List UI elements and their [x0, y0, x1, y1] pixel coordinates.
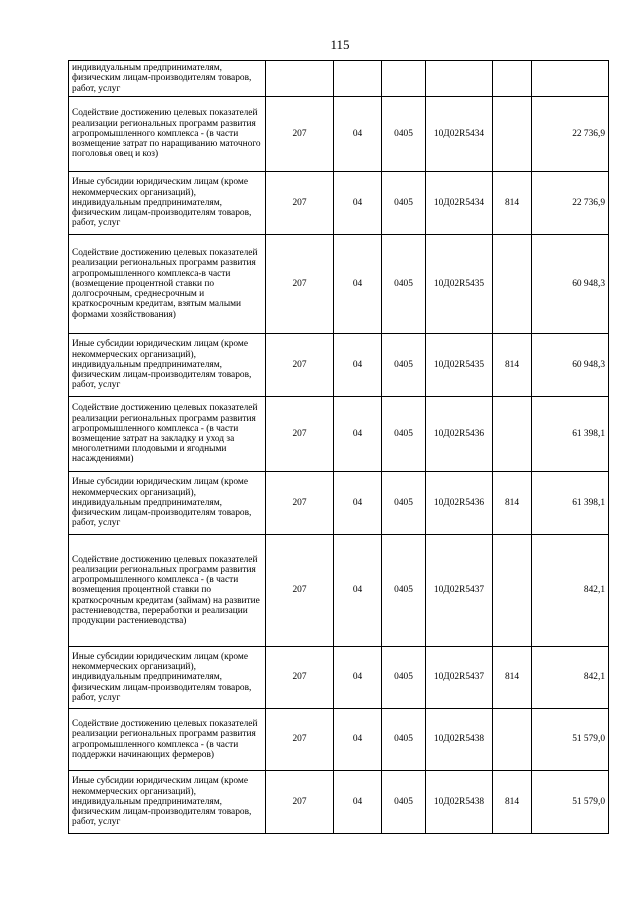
cell-ved: 207	[266, 235, 334, 334]
cell-pr: 0405	[382, 647, 426, 709]
cell-sum: 60 948,3	[532, 235, 609, 334]
row-name: Иные субсидии юридическим лицам (кроме некоммерческих организаций), индивидуальным предпринимателям, физическим лицам-производителям товаров, работ, услуг	[69, 647, 266, 709]
cell-ved: 207	[266, 97, 334, 172]
cell-csr: 10Д02R5435	[426, 235, 493, 334]
table-row	[69, 397, 609, 472]
table-row	[69, 771, 609, 834]
cell-pr: 0405	[382, 472, 426, 535]
row-name: Содействие достижению целевых показателей реализации региональных программ развития агропромышленного комплекса - (в части возмещение затрат по наращиванию маточного поголовья овец и коз)	[69, 97, 266, 172]
table-row	[69, 235, 609, 334]
cell-csr: 10Д02R5436	[426, 472, 493, 535]
row-name: Иные субсидии юридическим лицам (кроме некоммерческих организаций), индивидуальным предпринимателям, физическим лицам-производителям товаров, работ, услуг	[69, 472, 266, 535]
cell-ved: 207	[266, 334, 334, 397]
cell-csr: 10Д02R5434	[426, 97, 493, 172]
table-row	[69, 472, 609, 535]
cell-ved: 207	[266, 771, 334, 834]
cell-csr: 10Д02R5434	[426, 172, 493, 235]
cell-sum: 61 398,1	[532, 472, 609, 535]
cell-csr: 10Д02R5436	[426, 397, 493, 472]
cell-rz: 04	[334, 709, 382, 771]
cell-pr: 0405	[382, 235, 426, 334]
cell-sum	[532, 61, 609, 97]
cell-vr	[493, 709, 532, 771]
cell-pr: 0405	[382, 334, 426, 397]
cell-ved: 207	[266, 472, 334, 535]
cell-pr: 0405	[382, 771, 426, 834]
table-row	[69, 709, 609, 771]
table-row	[69, 647, 609, 709]
cell-csr: 10Д02R5438	[426, 709, 493, 771]
cell-rz: 04	[334, 235, 382, 334]
cell-csr	[426, 61, 493, 97]
cell-rz: 04	[334, 535, 382, 647]
row-name: Содействие достижению целевых показателей реализации региональных программ развития агропромышленного комплекса-в части (возмещение процентной ставки по долгосрочным, среднесрочным и краткосрочным кредитам, взятым малыми формами хозяйствования)	[69, 235, 266, 334]
cell-ved: 207	[266, 647, 334, 709]
row-name: Содействие достижению целевых показателей реализации региональных программ развития агропромышленного комплекса - (в части возмещения процентной ставки по краткосрочным кредитам (займам) на развитие растениеводства, переработки и реализации продукции растениеводства)	[69, 535, 266, 647]
row-name: Иные субсидии юридическим лицам (кроме некоммерческих организаций), индивидуальным предпринимателям, физическим лицам-производителям товаров, работ, услуг	[69, 172, 266, 235]
table-row	[69, 97, 609, 172]
row-name: индивидуальным предпринимателям, физическим лицам-производителям товаров, работ, услуг	[69, 61, 266, 97]
cell-vr: 814	[493, 472, 532, 535]
table-row	[69, 61, 609, 97]
row-name: Иные субсидии юридическим лицам (кроме некоммерческих организаций), индивидуальным предпринимателям, физическим лицам-производителям товаров, работ, услуг	[69, 771, 266, 834]
cell-ved: 207	[266, 172, 334, 235]
cell-pr: 0405	[382, 172, 426, 235]
cell-vr: 814	[493, 334, 532, 397]
cell-rz: 04	[334, 97, 382, 172]
page-number: 115	[330, 37, 350, 52]
cell-rz: 04	[334, 334, 382, 397]
budget-table	[68, 60, 609, 834]
row-name: Содействие достижению целевых показателей реализации региональных программ развития агропромышленного комплекса - (в части возмещение затрат на закладку и уход за многолетними плодовыми и ягодными насаждениями)	[69, 397, 266, 472]
cell-pr: 0405	[382, 97, 426, 172]
cell-ved: 207	[266, 397, 334, 472]
cell-vr: 814	[493, 647, 532, 709]
cell-sum: 842,1	[532, 535, 609, 647]
cell-vr	[493, 61, 532, 97]
cell-vr	[493, 535, 532, 647]
row-name: Содействие достижению целевых показателей реализации региональных программ развития агропромышленного комплекса - (в части поддержки начинающих фермеров)	[69, 709, 266, 771]
cell-sum: 22 736,9	[532, 97, 609, 172]
cell-rz: 04	[334, 472, 382, 535]
cell-csr: 10Д02R5435	[426, 334, 493, 397]
row-name: Иные субсидии юридическим лицам (кроме некоммерческих организаций), индивидуальным предпринимателям, физическим лицам-производителям товаров, работ, услуг	[69, 334, 266, 397]
cell-ved	[266, 61, 334, 97]
cell-csr: 10Д02R5438	[426, 771, 493, 834]
cell-csr: 10Д02R5437	[426, 647, 493, 709]
cell-vr	[493, 397, 532, 472]
cell-rz	[334, 61, 382, 97]
cell-ved: 207	[266, 709, 334, 771]
cell-ved: 207	[266, 535, 334, 647]
table-row	[69, 172, 609, 235]
cell-sum: 61 398,1	[532, 397, 609, 472]
cell-pr: 0405	[382, 535, 426, 647]
table-row	[69, 535, 609, 647]
cell-sum: 51 579,0	[532, 771, 609, 834]
cell-sum: 60 948,3	[532, 334, 609, 397]
cell-pr	[382, 61, 426, 97]
cell-sum: 22 736,9	[532, 172, 609, 235]
cell-vr: 814	[493, 172, 532, 235]
cell-rz: 04	[334, 647, 382, 709]
cell-pr: 0405	[382, 709, 426, 771]
table-row	[69, 334, 609, 397]
cell-rz: 04	[334, 172, 382, 235]
cell-pr: 0405	[382, 397, 426, 472]
cell-sum: 51 579,0	[532, 709, 609, 771]
cell-rz: 04	[334, 397, 382, 472]
cell-csr: 10Д02R5437	[426, 535, 493, 647]
cell-vr	[493, 97, 532, 172]
cell-vr: 814	[493, 771, 532, 834]
cell-rz: 04	[334, 771, 382, 834]
cell-sum: 842,1	[532, 647, 609, 709]
cell-vr	[493, 235, 532, 334]
